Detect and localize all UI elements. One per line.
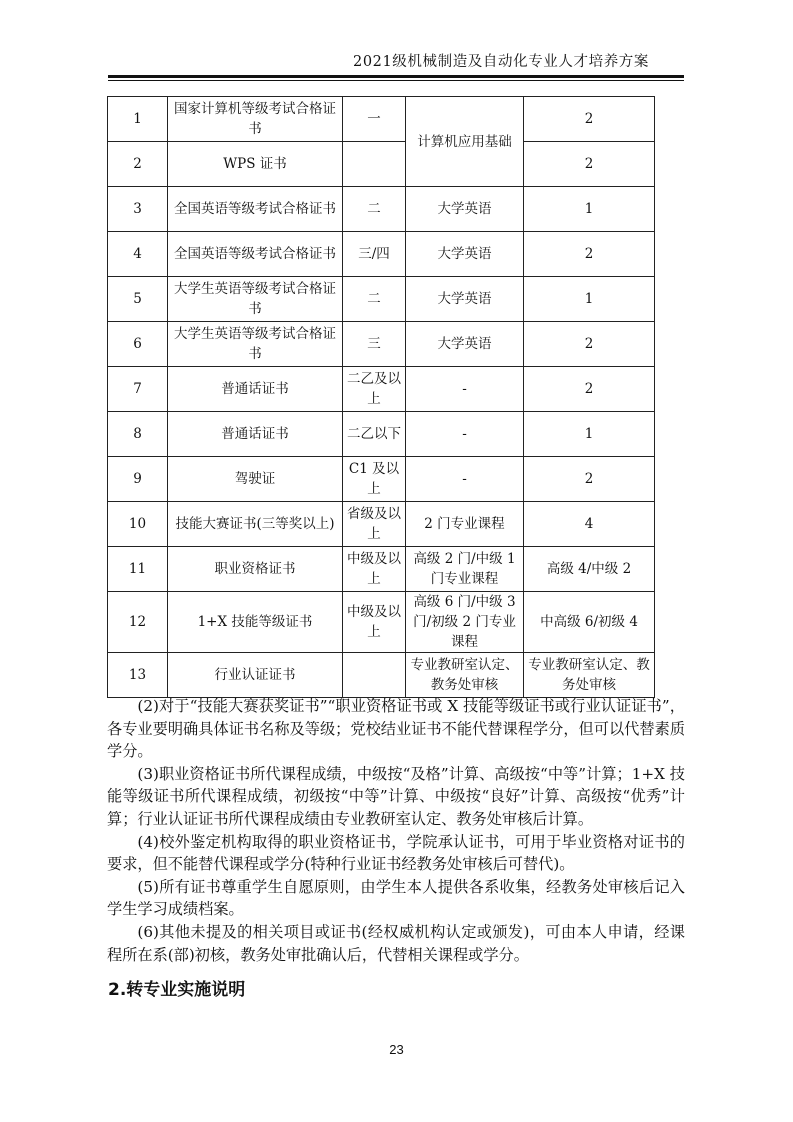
cell-course: 高级 2 门/中级 1 门专业课程 xyxy=(406,547,524,592)
cell-certificate: WPS 证书 xyxy=(168,142,343,187)
cell-credits: 1 xyxy=(524,187,655,232)
cell-level: 三/四 xyxy=(343,232,406,277)
cell-level xyxy=(343,653,406,698)
section-heading: 2.转专业实施说明 xyxy=(108,980,246,1000)
cell-course: 高级 6 门/中级 3 门/初级 2 门专业课程 xyxy=(406,592,524,653)
cell-no: 9 xyxy=(108,457,168,502)
cell-certificate: 普通话证书 xyxy=(168,367,343,412)
cell-certificate: 大学生英语等级考试合格证书 xyxy=(168,277,343,322)
cell-level: 中级及以上 xyxy=(343,592,406,653)
cell-no: 10 xyxy=(108,502,168,547)
cell-credits: 2 xyxy=(524,97,655,142)
cell-level: C1 及以上 xyxy=(343,457,406,502)
page-header-title: 2021级机械制造及自动化专业人才培养方案 xyxy=(353,54,649,70)
table-row xyxy=(108,457,655,502)
cell-no: 11 xyxy=(108,547,168,592)
note-paragraph: (2)对于“技能大赛获奖证书”“职业资格证书或 X 技能等级证书或行业认证证书”，各专业要明确具体证书名称及等级；党校结业证书不能代替课程学分，但可以代替素质学分。 xyxy=(107,697,685,761)
cell-course: - xyxy=(406,457,524,502)
cell-credits: 2 xyxy=(524,457,655,502)
table-row xyxy=(108,142,655,187)
table-row xyxy=(108,412,655,457)
cell-certificate: 技能大赛证书(三等奖以上) xyxy=(168,502,343,547)
cell-no: 5 xyxy=(108,277,168,322)
cell-credits: 2 xyxy=(524,367,655,412)
cell-credits: 2 xyxy=(524,142,655,187)
cell-credits: 1 xyxy=(524,277,655,322)
cell-no: 12 xyxy=(108,592,168,653)
cell-course: 计算机应用基础 xyxy=(406,97,524,187)
cell-certificate: 职业资格证书 xyxy=(168,547,343,592)
cell-course: 大学英语 xyxy=(406,277,524,322)
cell-no: 6 xyxy=(108,322,168,367)
notes-body xyxy=(107,695,685,966)
table-row xyxy=(108,367,655,412)
cell-course: 专业教研室认定、教务处审核 xyxy=(406,653,524,698)
table-row xyxy=(108,232,655,277)
cell-no: 13 xyxy=(108,653,168,698)
cell-certificate: 全国英语等级考试合格证书 xyxy=(168,187,343,232)
cell-course: - xyxy=(406,412,524,457)
cell-no: 1 xyxy=(108,97,168,142)
table-row xyxy=(108,187,655,232)
cell-certificate: 国家计算机等级考试合格证书 xyxy=(168,97,343,142)
cell-certificate: 驾驶证 xyxy=(168,457,343,502)
header-rule-thin xyxy=(108,80,684,81)
table-row xyxy=(108,547,655,592)
cell-level: 一 xyxy=(343,97,406,142)
note-paragraph: (3)职业资格证书所代课程成绩，中级按“及格”计算、高级按“中等”计算；1+X 技能等级证书所代课程成绩，初级按“中等”计算、中级按“良好”计算、高级按“优秀”计算；行业认证证书所代课程成绩由专业教研室认定、教务处审核后计算。 xyxy=(107,764,685,828)
cell-credits: 1 xyxy=(524,412,655,457)
cell-no: 8 xyxy=(108,412,168,457)
note-paragraph: (4)校外鉴定机构取得的职业资格证书，学院承认证书，可用于毕业资格对证书的要求，但不能替代课程或学分(特种行业证书经教务处审核后可替代)。 xyxy=(107,832,685,874)
cell-credits: 高级 4/中级 2 xyxy=(524,547,655,592)
cell-level: 二 xyxy=(343,187,406,232)
cell-level: 二乙及以上 xyxy=(343,367,406,412)
header-rule xyxy=(108,75,684,78)
cell-course: 大学英语 xyxy=(406,322,524,367)
cell-certificate: 普通话证书 xyxy=(168,412,343,457)
cell-no: 7 xyxy=(108,367,168,412)
cell-no: 4 xyxy=(108,232,168,277)
cell-level: 中级及以上 xyxy=(343,547,406,592)
cell-credits: 2 xyxy=(524,232,655,277)
cell-course: - xyxy=(406,367,524,412)
cell-level: 省级及以上 xyxy=(343,502,406,547)
cell-certificate: 全国英语等级考试合格证书 xyxy=(168,232,343,277)
cell-level xyxy=(343,142,406,187)
table-row xyxy=(108,502,655,547)
table-row xyxy=(108,592,655,653)
page-number: 23 xyxy=(389,1042,404,1057)
cell-certificate: 1+X 技能等级证书 xyxy=(168,592,343,653)
cell-no: 2 xyxy=(108,142,168,187)
cell-course: 2 门专业课程 xyxy=(406,502,524,547)
table-row xyxy=(108,277,655,322)
note-paragraph: (5)所有证书尊重学生自愿原则，由学生本人提供各系收集，经教务处审核后记入学生学习成绩档案。 xyxy=(107,877,685,919)
note-paragraph: (6)其他未提及的相关项目或证书(经权威机构认定或颁发)，可由本人申请，经课程所在系(部)初核，教务处审批确认后，代替相关课程或学分。 xyxy=(107,922,685,964)
cell-course: 大学英语 xyxy=(406,187,524,232)
cell-credits: 中高级 6/初级 4 xyxy=(524,592,655,653)
table-row xyxy=(108,653,655,698)
cell-credits: 2 xyxy=(524,322,655,367)
table-row xyxy=(108,322,655,367)
cell-course: 大学英语 xyxy=(406,232,524,277)
cell-certificate: 行业认证证书 xyxy=(168,653,343,698)
cell-level: 三 xyxy=(343,322,406,367)
certificate-credit-table xyxy=(107,96,655,698)
cell-level: 二 xyxy=(343,277,406,322)
cell-credits: 4 xyxy=(524,502,655,547)
cell-no: 3 xyxy=(108,187,168,232)
cell-certificate: 大学生英语等级考试合格证书 xyxy=(168,322,343,367)
table-row xyxy=(108,97,655,142)
cell-credits: 专业教研室认定、教务处审核 xyxy=(524,653,655,698)
cell-level: 二乙以下 xyxy=(343,412,406,457)
